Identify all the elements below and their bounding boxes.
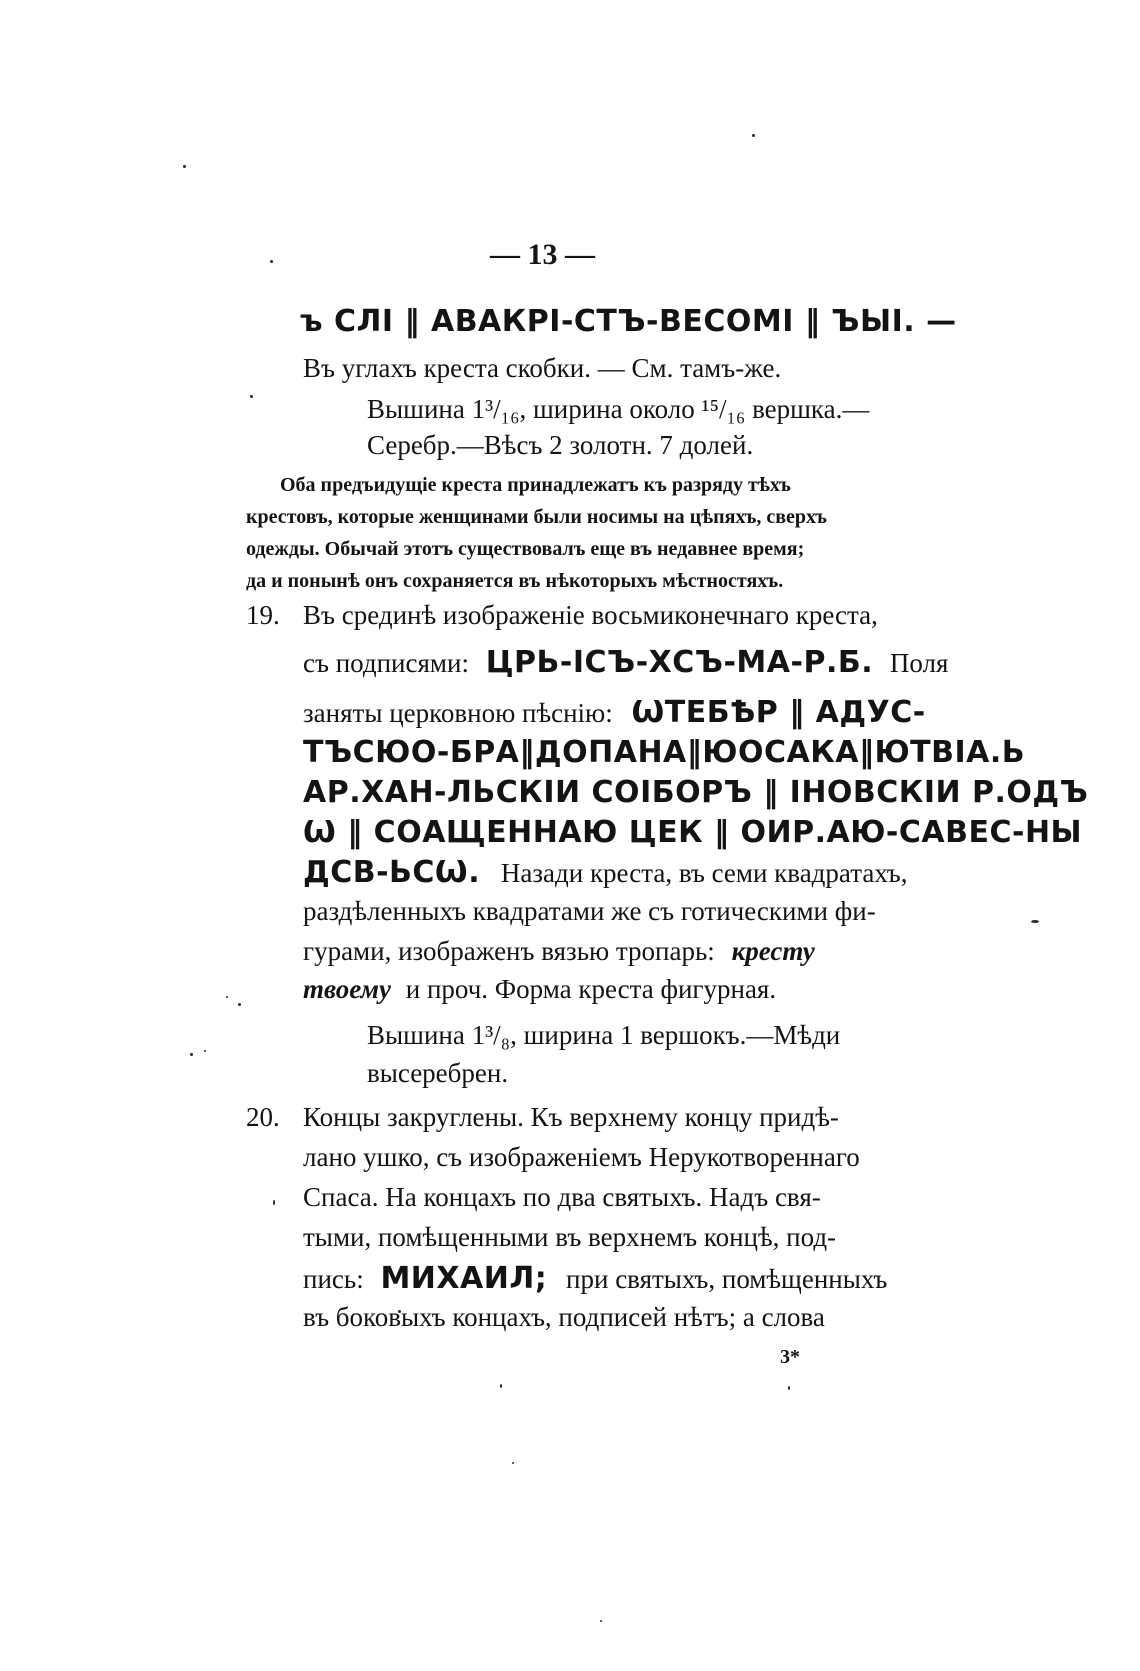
scan-speck xyxy=(238,1003,241,1006)
item20-line: Концы закруглены. Къ верхнему концу придѣ- xyxy=(303,1102,839,1132)
item19-line: Въ срединѣ изображеніе восьмиконечнаго креста, xyxy=(303,600,878,630)
inscription-line: ъ СЛI ‖ АВАКРI-СТЪ-ВЕСОМI ‖ ЪЫI. — xyxy=(300,304,957,339)
item19-line xyxy=(303,938,815,965)
item20-line: въ боковыхъ концахъ, подписей нѣтъ; а слова xyxy=(303,1302,825,1332)
item19-line xyxy=(303,695,926,730)
item20-text: при святыхъ, помѣщенныхъ xyxy=(566,1264,888,1294)
slavonic-inscription: ДСВ-ЬСѠ. xyxy=(303,855,481,890)
item19-italic: твоему xyxy=(303,974,392,1004)
slavonic-inscription: ТЪСЮО-БРА‖ДОПАНА‖ЮОСАКА‖ЮТВIА.Ь xyxy=(303,735,1026,770)
page-number: — 13 — xyxy=(490,238,595,271)
item19-italic: кресту xyxy=(731,936,815,966)
item19-line xyxy=(303,645,949,680)
scan-speck xyxy=(204,1050,206,1052)
item19-line xyxy=(303,976,776,1003)
note-line: да и понынѣ онъ сохраняется въ нѣкоторыхъ мѣстностяхъ. xyxy=(246,570,784,592)
item20-text: пись: xyxy=(303,1264,364,1294)
item20-line: Спаса. На концахъ по два святыхъ. Надъ свя- xyxy=(303,1182,821,1212)
scan-speck xyxy=(183,165,186,168)
item19-text: гурами, изображенъ вязью тропарь: xyxy=(303,936,715,966)
item-number: 20. xyxy=(246,1102,280,1132)
scan-speck xyxy=(226,996,228,998)
signature-mark: 3* xyxy=(780,1346,800,1368)
item20-line: лано ушко, съ изображеніемъ Нерукотвореннаго xyxy=(303,1142,860,1172)
scan-speck xyxy=(512,1462,514,1464)
note-line: Оба предъидущіе креста принадлежатъ къ разряду тѣхъ xyxy=(280,474,791,496)
material-line: Серебр.—Вѣсъ 2 золотн. 7 долей. xyxy=(367,430,754,460)
item20-line: тыми, помѣщенными въ верхнемъ концѣ, под- xyxy=(303,1222,837,1252)
item-number: 19. xyxy=(246,600,280,630)
slavonic-inscription: МИХАИЛ; xyxy=(380,1261,548,1296)
scan-speck xyxy=(273,1200,275,1205)
note-line: крестовъ, которые женщинами были носимы на цѣпяхъ, сверхъ xyxy=(246,506,827,528)
item19-line xyxy=(303,855,908,890)
corners-line: Въ углахъ креста скобки. — См. тамъ-же. xyxy=(303,353,782,383)
slavonic-inscription: ѠТЕБѢР ‖ АДУС- xyxy=(631,695,926,730)
slavonic-inscription: ЦРЬ-IСЪ-ХСЪ-МА-Р.Б. xyxy=(485,645,874,680)
item19-text: заняты церковною пѣснію: xyxy=(303,698,613,728)
note-line: одежды. Обычай этотъ существовалъ еще въ недавнее время; xyxy=(246,538,805,560)
scan-speck xyxy=(788,1386,790,1390)
item19-text: Поля xyxy=(889,648,949,678)
scan-speck xyxy=(250,395,253,398)
scan-speck xyxy=(190,1053,193,1056)
dimensions-line: Вышина 1³/₁₆, ширина около ¹⁵/₁₆ вершка.— xyxy=(367,394,870,424)
scan-speck xyxy=(500,1384,502,1388)
slavonic-inscription: Ѡ ‖ СОАЩЕННАЮ ЦЕК ‖ ОИР.АЮ-САВЕС-НЫ xyxy=(303,815,1083,850)
scan-speck xyxy=(1031,920,1039,923)
item19-dimensions: Вышина 1³/₈, ширина 1 вершокъ.—Мѣди xyxy=(367,1020,841,1050)
scan-speck xyxy=(752,134,755,137)
item19-material: высеребрен. xyxy=(367,1058,509,1088)
item19-text: Назади креста, въ семи квадратахъ, xyxy=(500,858,908,888)
slavonic-inscription: АР.ХАН-ЛЬСКIИ СОIБОРЪ ‖ IНОВСКIИ Р.ОДЪ xyxy=(303,775,1089,810)
scan-speck xyxy=(270,260,273,263)
item20-line xyxy=(303,1261,888,1296)
item19-line: раздѣленныхъ квадратами же съ готическими фи- xyxy=(303,896,876,926)
item19-text: и проч. Форма креста фигурная. xyxy=(405,974,777,1004)
scan-speck xyxy=(600,1620,602,1622)
item19-text: съ подписями: xyxy=(303,648,469,678)
